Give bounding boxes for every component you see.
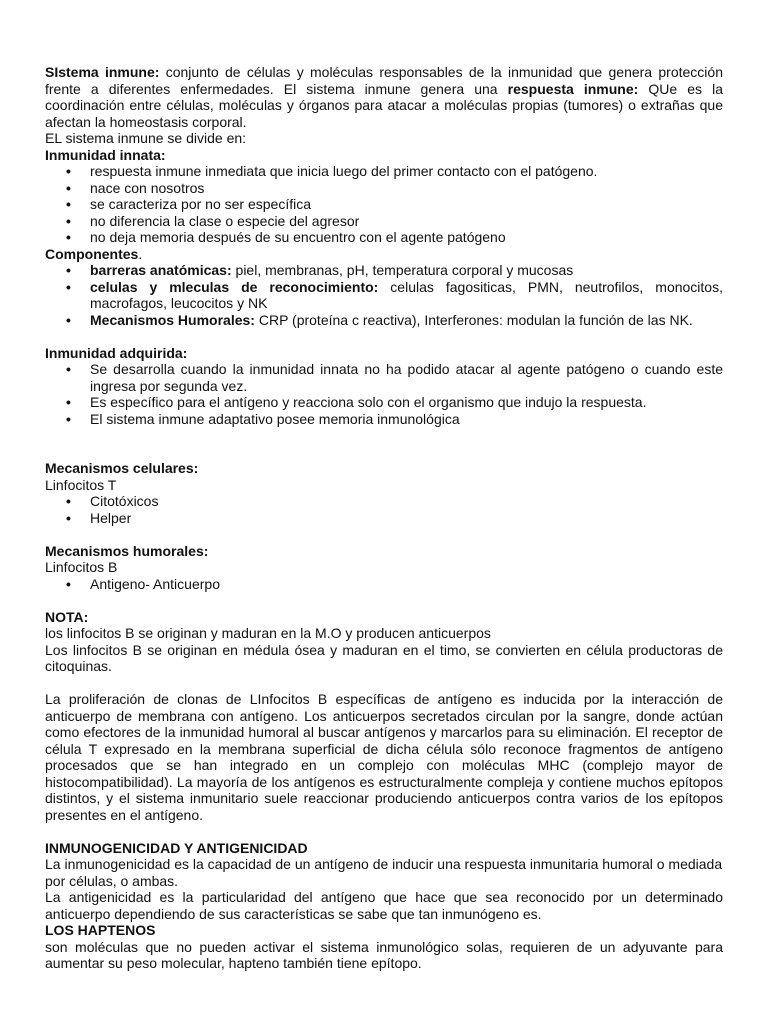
proliferacion-paragraph: La proliferación de clonas de LInfocitos B específicas de antígeno es inducida por la interacción de anticuerpo de membrana con antígeno. Los anticuerpos secretados circulan por la sangre, donde actúan como efectores de la inmunidad humoral al buscar antígenos y marcarlos para su eliminación. El receptor de célula T expresado en la membrana superficial de dicha célula sólo reconoce fragmentos de antígeno procesados que se han integrado en un complejo con moléculas MHC (complejo mayor de histocompatibilidad). La mayoría de los antígenos es estructuralmente compleja y contiene muchos epítopos distintos, y el sistema inmunitario suele reaccionar produciendo anticuerpos contra varios de los epítopos presentes en el antígeno. xyxy=(45,691,723,823)
humorales-heading: Mecanismos humorales: xyxy=(45,542,209,559)
list-item: • nace con nosotros xyxy=(45,180,723,197)
adquirida-heading: Inmunidad adquirida: xyxy=(45,344,188,361)
nota-heading: NOTA: xyxy=(45,608,89,625)
innata-list xyxy=(45,163,723,246)
list-item: • respuesta inmune inmediata que inicia luego del primer contacto con el patógeno. xyxy=(45,163,723,180)
celulares-subheading: Linfocitos T xyxy=(45,476,117,493)
haptenos-paragraph: son moléculas que no pueden activar el sistema inmunológico solas, requieren de un adyuvante para aumentar su peso molecular, hapteno también tiene epítopo. xyxy=(45,938,723,971)
celulares-list xyxy=(45,493,723,526)
list-item: • no diferencia la clase o especie del agresor xyxy=(45,213,723,230)
list-item: • Citotóxicos xyxy=(45,493,723,510)
document-body xyxy=(45,64,723,972)
celulares-heading: Mecanismos celulares: xyxy=(45,460,199,476)
inmunogenicidad-heading: INMUNOGENICIDAD Y ANTIGENICIDAD xyxy=(45,839,308,856)
list-item: • Mecanismos Humorales: CRP (proteína c reactiva), Interferones: modulan la función de las NK. xyxy=(45,312,723,329)
list-item: • se caracteriza por no ser específica xyxy=(45,196,723,213)
division-line: EL sistema inmune se divide en: xyxy=(45,130,247,146)
list-item: • barreras anatómicas: piel, membranas, pH, temperatura corporal y mucosas xyxy=(45,262,723,279)
list-item: • Helper xyxy=(45,510,723,527)
list-item: • no deja memoria después de su encuentro con el agente patógeno xyxy=(45,229,723,246)
intro-paragraph: SIstema inmune: conjunto de células y moléculas responsables de la inmunidad que genera protección frente a diferentes enfermedades. El sistema inmune genera una respuesta inmune: QUe es la coordinación entre células, moléculas y órganos para atacar a moléculas propias (tumores) o extrañas que afectan la homeostasis corporal. xyxy=(45,64,723,130)
nota-line-1: los linfocitos B se originan y maduran en la M.O y producen anticuerpos xyxy=(45,625,491,641)
sistema-inmune-term: SIstema inmune: xyxy=(45,64,160,80)
list-item: • celulas y mleculas de reconocimiento: celulas fagositicas, PMN, neutrofilos, monocitos, macrofagos, leucocitos y NK xyxy=(45,279,723,312)
list-item: • Se desarrolla cuando la inmunidad innata no ha podido atacar al agente patógeno o cuando este ingresa por segunda vez. xyxy=(45,361,723,394)
componentes-list xyxy=(45,262,723,328)
respuesta-inmune-term: respuesta inmune: xyxy=(507,80,639,97)
list-item: • Antigeno- Anticuerpo xyxy=(45,576,723,593)
humorales-subheading: Linfocitos B xyxy=(45,559,118,575)
list-item: • El sistema inmune adaptativo posee memoria inmunológica xyxy=(45,411,723,428)
list-item: • Es específico para el antígeno y reacciona solo con el organismo que indujo la respuesta. xyxy=(45,394,723,411)
nota-line-2: Los linfocitos B se originan en médula ósea y maduran en el timo, se convierten en célula productoras de citoquinas. xyxy=(45,641,723,674)
inmunogenicidad-paragraph: La inmunogenicidad es la capacidad de un antígeno de inducir una respuesta inmunitaria humoral o mediada por células, o ambas. xyxy=(45,856,723,889)
adquirida-list xyxy=(45,361,723,427)
componentes-heading: Componentes. xyxy=(45,245,143,262)
innata-heading: Inmunidad innata: xyxy=(45,146,166,163)
antigenicidad-paragraph: La antigenicidad es la particularidad del antígeno que hace que sea reconocido por un determinado anticuerpo dependiendo de sus características se sabe que tan inmunógeno es. xyxy=(45,889,723,922)
haptenos-heading: LOS HAPTENOS xyxy=(45,922,156,938)
humorales-list xyxy=(45,576,723,593)
